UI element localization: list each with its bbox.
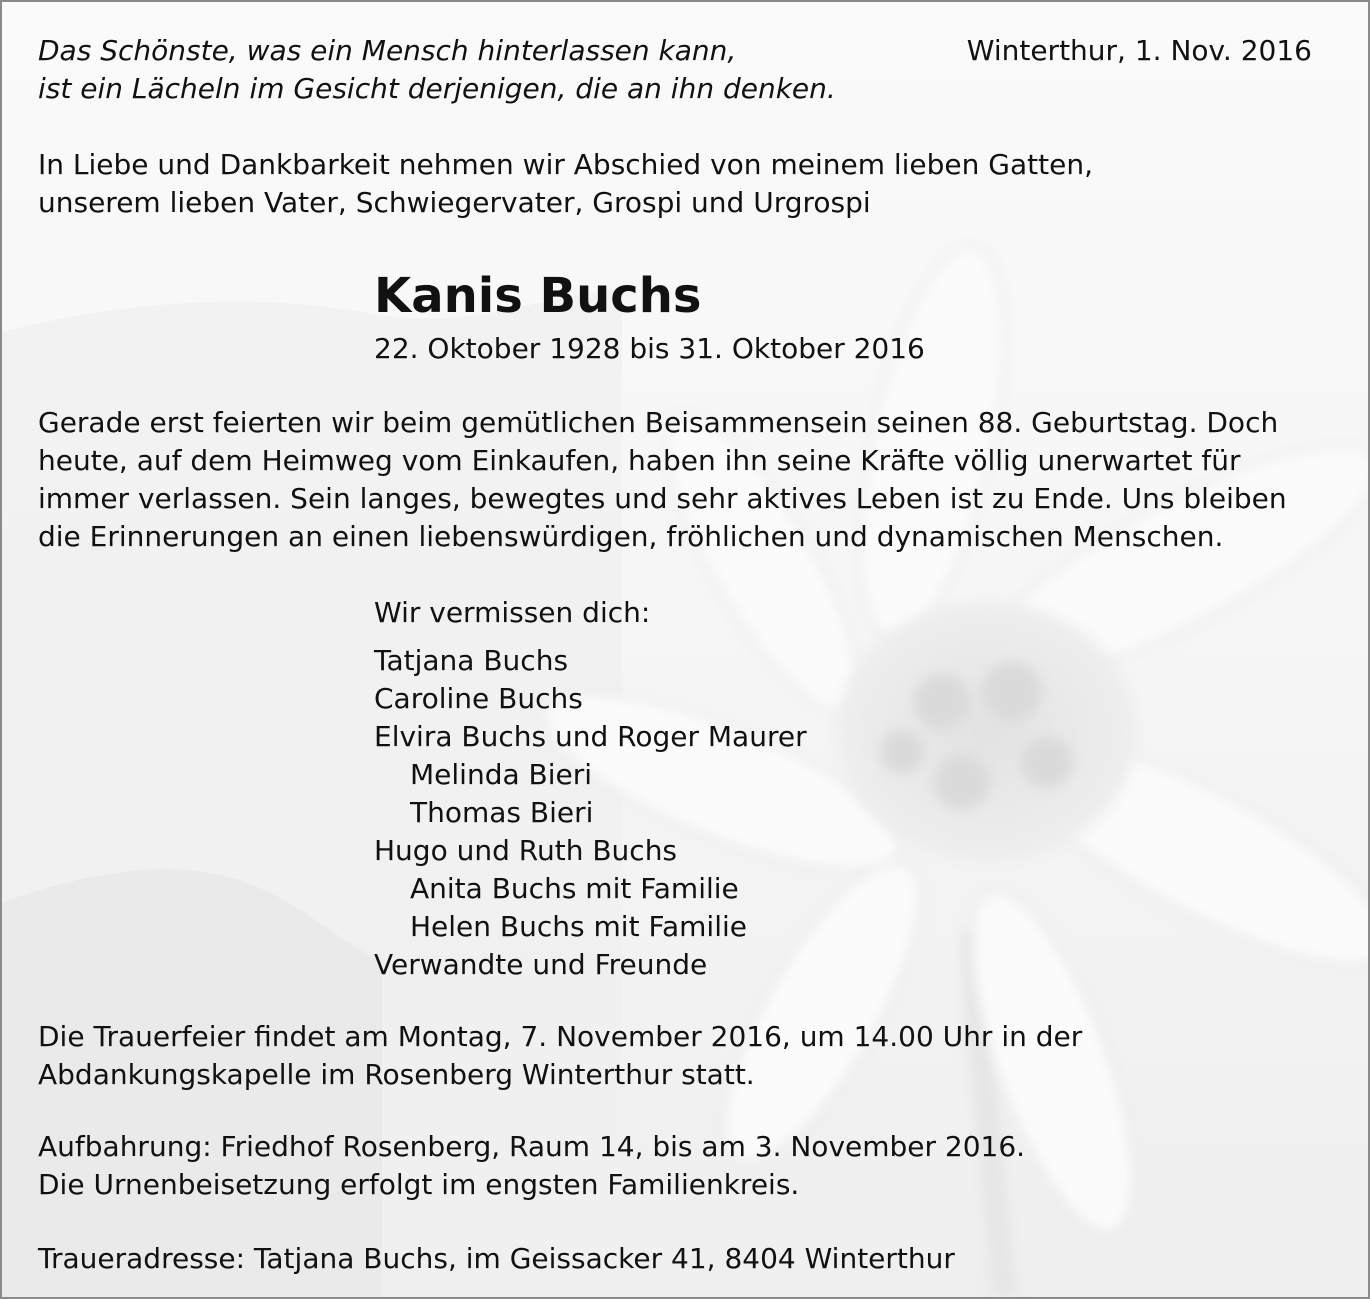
message-line: Gerade erst feierten wir beim gemütlichen Beisammensein seinen 88. Geburtstag. Doch [38,406,1279,439]
mourner-name: Caroline Buchs [374,682,583,715]
mourner-name: Helen Buchs mit Familie [410,910,747,943]
quote-line-1: Das Schönste, was ein Mensch hinterlassen kann, [38,34,737,67]
mourner-name: Hugo und Ruth Buchs [374,834,678,867]
mourners-heading: Wir vermissen dich: [374,596,651,629]
deceased-name: Kanis Buchs [374,268,702,324]
mourner-name: Melinda Bieri [410,758,593,791]
mourning-address: Traueradresse: Tatjana Buchs, im Geissacker 41, 8404 Winterthur [38,1242,955,1275]
message-line: die Erinnerungen an einen liebenswürdigen, fröhlichen und dynamischen Menschen. [38,520,1224,553]
intro-line-1: In Liebe und Dankbarkeit nehmen wir Abschied von meinem lieben Gatten, [38,148,1093,181]
place-and-date: Winterthur, 1. Nov. 2016 [966,34,1312,67]
ceremony-line-2: Abdankungskapelle im Rosenberg Winterthur statt. [38,1058,755,1091]
ceremony-line-1: Die Trauerfeier findet am Montag, 7. November 2016, um 14.00 Uhr in der [38,1020,1083,1053]
message-line: immer verlassen. Sein langes, bewegtes und sehr aktives Leben ist zu Ende. Uns bleiben [38,482,1287,515]
life-dates: 22. Oktober 1928 bis 31. Oktober 2016 [374,332,925,365]
message-line: heute, auf dem Heimweg vom Einkaufen, haben ihn seine Kräfte völlig unerwartet für [38,444,1241,477]
mourner-name: Verwandte und Freunde [374,948,708,981]
mourner-name: Elvira Buchs und Roger Maurer [374,720,807,753]
quote-line-2: ist ein Lächeln im Gesicht derjenigen, die an ihn denken. [38,72,836,105]
viewing-line-2: Die Urnenbeisetzung erfolgt im engsten Familienkreis. [38,1168,800,1201]
mourner-name: Thomas Bieri [410,796,594,829]
mourner-name: Tatjana Buchs [374,644,569,677]
mourner-name: Anita Buchs mit Familie [410,872,739,905]
intro-line-2: unserem lieben Vater, Schwiegervater, Grospi und Urgrospi [38,186,871,219]
viewing-line-1: Aufbahrung: Friedhof Rosenberg, Raum 14, bis am 3. November 2016. [38,1130,1026,1163]
